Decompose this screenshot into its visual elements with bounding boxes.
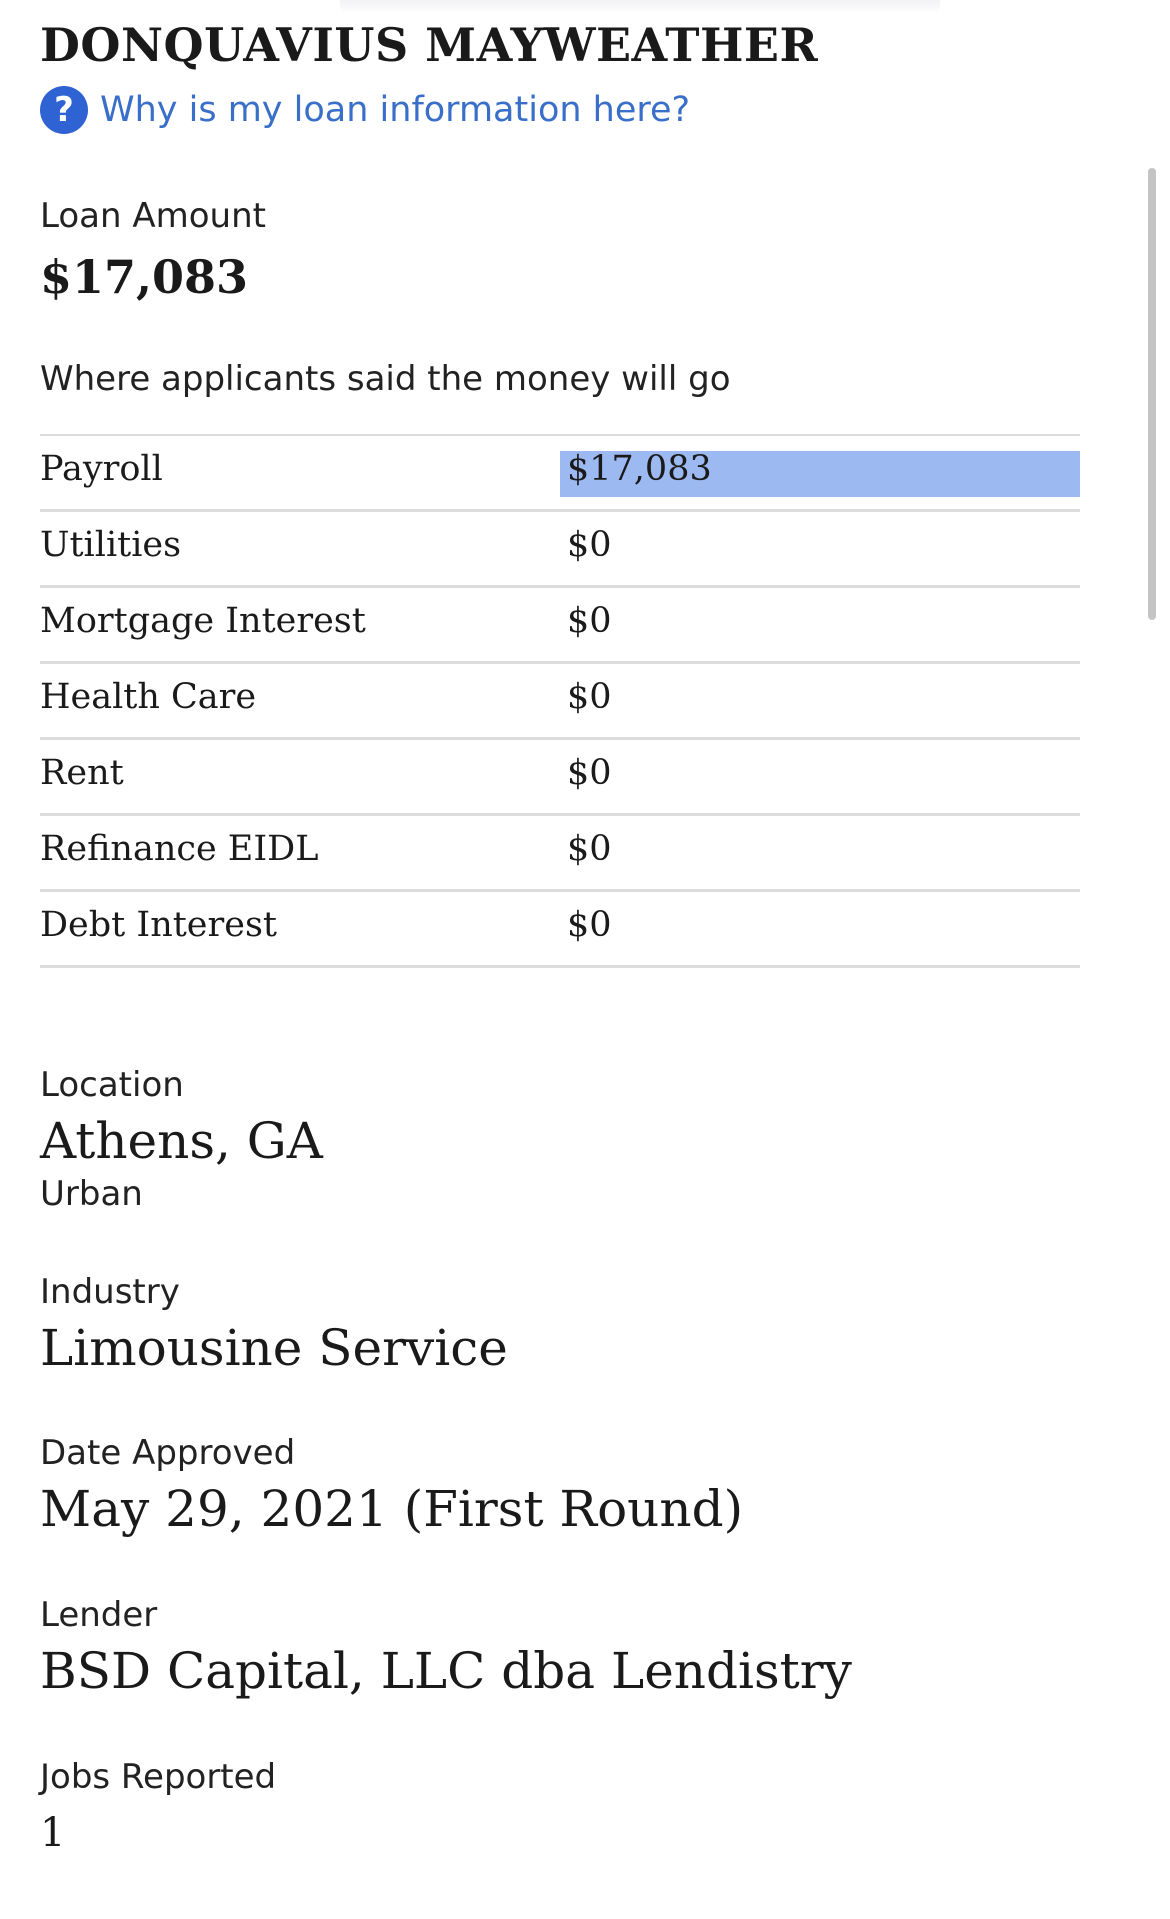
allocation-row — [40, 892, 1080, 968]
question-circle-icon: ? — [40, 86, 88, 134]
allocation-row-value: $0 — [567, 753, 612, 793]
industry-label: Industry — [40, 1272, 180, 1312]
loan-amount-label: Loan Amount — [40, 196, 266, 236]
top-edge-shadow — [340, 0, 940, 14]
allocation-row — [40, 664, 1080, 740]
allocation-row — [40, 512, 1080, 588]
loan-amount-value: $17,083 — [40, 250, 249, 304]
vertical-scrollbar[interactable] — [1148, 168, 1156, 620]
allocation-row-label: Refinance EIDL — [40, 829, 319, 869]
location-value: Athens, GA — [40, 1112, 323, 1170]
allocation-heading: Where applicants said the money will go — [40, 359, 731, 399]
lender-label: Lender — [40, 1595, 158, 1635]
location-type: Urban — [40, 1174, 143, 1214]
allocation-row-label: Utilities — [40, 525, 182, 565]
date-approved-value: May 29, 2021 (First Round) — [40, 1480, 744, 1538]
lender-value: BSD Capital, LLC dba Lendistry — [40, 1642, 852, 1700]
date-approved-label: Date Approved — [40, 1433, 296, 1473]
allocation-row-value: $17,083 — [567, 449, 712, 489]
allocation-row-label: Debt Interest — [40, 905, 277, 945]
allocation-row — [40, 740, 1080, 816]
borrower-name: DONQUAVIUS MAYWEATHER — [40, 18, 819, 72]
allocation-row-value: $0 — [567, 905, 612, 945]
allocation-row-value: $0 — [567, 601, 612, 641]
allocation-row-label: Rent — [40, 753, 124, 793]
location-label: Location — [40, 1065, 184, 1105]
jobs-reported-value: 1 — [40, 1810, 66, 1856]
allocation-row — [40, 816, 1080, 892]
allocation-row — [40, 436, 1080, 512]
industry-value: Limousine Service — [40, 1319, 508, 1377]
allocation-row-label: Mortgage Interest — [40, 601, 366, 641]
allocation-row-label: Health Care — [40, 677, 257, 717]
allocation-row-value: $0 — [567, 829, 612, 869]
allocation-table — [40, 434, 1080, 968]
jobs-reported-label: Jobs Reported — [40, 1757, 277, 1797]
allocation-row-label: Payroll — [40, 449, 163, 489]
why-info-link[interactable] — [40, 86, 690, 134]
allocation-row-value: $0 — [567, 677, 612, 717]
allocation-row-value: $0 — [567, 525, 612, 565]
why-info-link-text[interactable]: Why is my loan information here? — [100, 90, 691, 130]
allocation-row — [40, 588, 1080, 664]
